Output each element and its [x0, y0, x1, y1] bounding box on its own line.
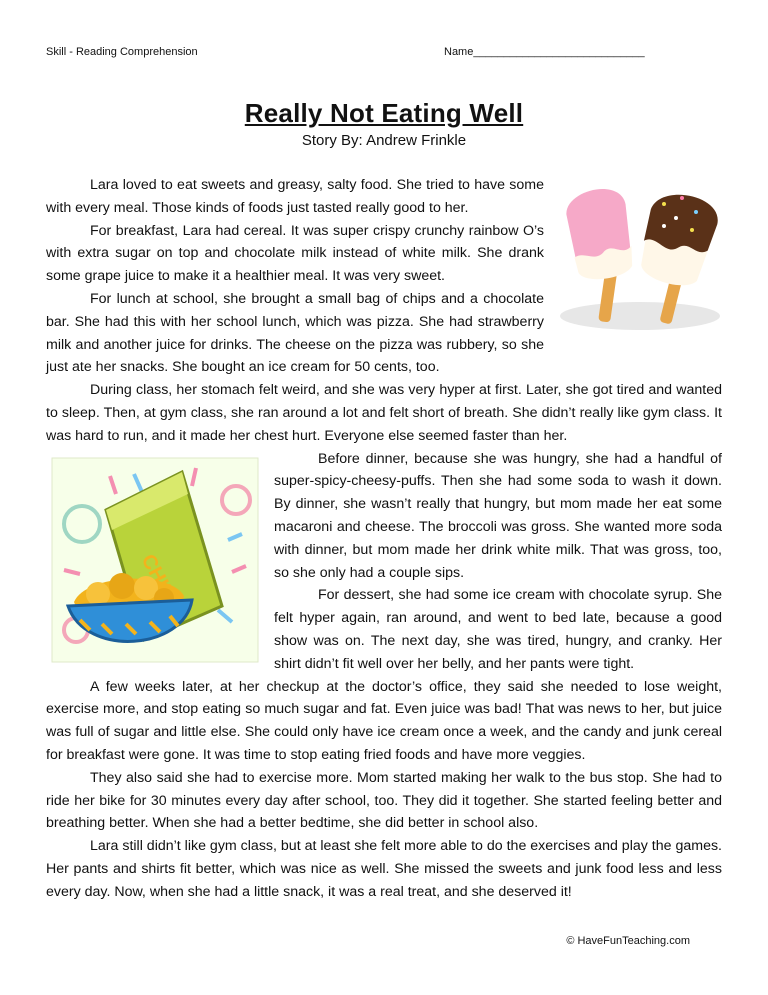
story-body: [46, 174, 722, 904]
skill-label: Skill - Reading Comprehension: [46, 46, 198, 58]
paragraph: For breakfast, Lara had cereal. It was super crispy crunchy rainbow O’s with extra sugar on top and chocolate milk instead of white milk. She drank some grape juice to make it a healthier meal. It was very sweet.: [46, 222, 544, 285]
paragraph: A few weeks later, at her checkup at the doctor’s office, they said she needed to lose weight, exercise more, and stop eating so much sugar and fat. Even juice was bad! That was news to her, but juice was full of sugar and little else. She could only have ice cream once a week, and the candy and junk cereal for breakfast were gone. It was time to stop eating fried foods and have more veggies.: [46, 678, 722, 763]
chips-bag-and-bowl-clipart: [46, 454, 266, 668]
paragraph: Lara loved to eat sweets and greasy, salty food. She tried to have some with every meal. Those kinds of foods just tasted really good to her.: [46, 177, 544, 216]
copyright-footer: © HaveFunTeaching.com: [566, 935, 690, 947]
paragraph: Before dinner, because she was hungry, she had a handful of super-spicy-cheesy-puffs. Then she had some soda to wash it down. By dinner, she wasn’t really that hungry, but mom made her eat some macaroni and cheese. The broccoli was gross. She wanted more soda with dinner, but mom made her drink white milk. That was gross, too, so she only had a couple sips.: [274, 450, 722, 581]
story-title: Really Not Eating Well: [244, 98, 524, 128]
paragraph: They also said she had to exercise more. Mom started making her walk to the bus stop. She had to ride her bike for 30 minutes every day after school, too. They did it together. She started feeling better and breathing better. When she had a better bedtime, she did better in school also.: [46, 769, 722, 832]
paragraph: For dessert, she had some ice cream with chocolate syrup. She felt hyper again, ran around, and went to bed late, because a good show was on. The next day, she was tired, hungry, and cranky. Her shirt didn’t fit well over her belly, and her pants were tight.: [274, 587, 722, 672]
paragraph: For lunch at school, she brought a small bag of chips and a chocolate bar. She had this with her school lunch, which was pizza. She had strawberry milk and another juice for drinks. The cheese on the pizza was rubbery, so she just ate her snacks. She bought an ice cream for 50 cents, too.: [46, 290, 544, 376]
worksheet-header: [46, 46, 722, 62]
name-field-label: Name____________________________: [444, 46, 645, 58]
ice-cream-bars-clipart: [552, 178, 722, 342]
paragraph: Lara still didn’t like gym class, but at least she felt more able to do the exercises and play the games. Her pants and shirts fit better, which was nice as well. She missed the sweets and junk food less and less every day. Now, when she had a little snack, it was a real treat, and she deserved it!: [46, 838, 722, 900]
paragraph: During class, her stomach felt weird, and she was very hyper at first. Later, she got tired and wanted to sleep. Then, at gym class, she ran around a lot and felt short of breath. She didn’t really like gym class. It was hard to run, and it made her chest hurt. Everyone else seemed faster than her.: [46, 382, 722, 444]
story-byline: Story By: Andrew Frinkle: [301, 132, 467, 149]
